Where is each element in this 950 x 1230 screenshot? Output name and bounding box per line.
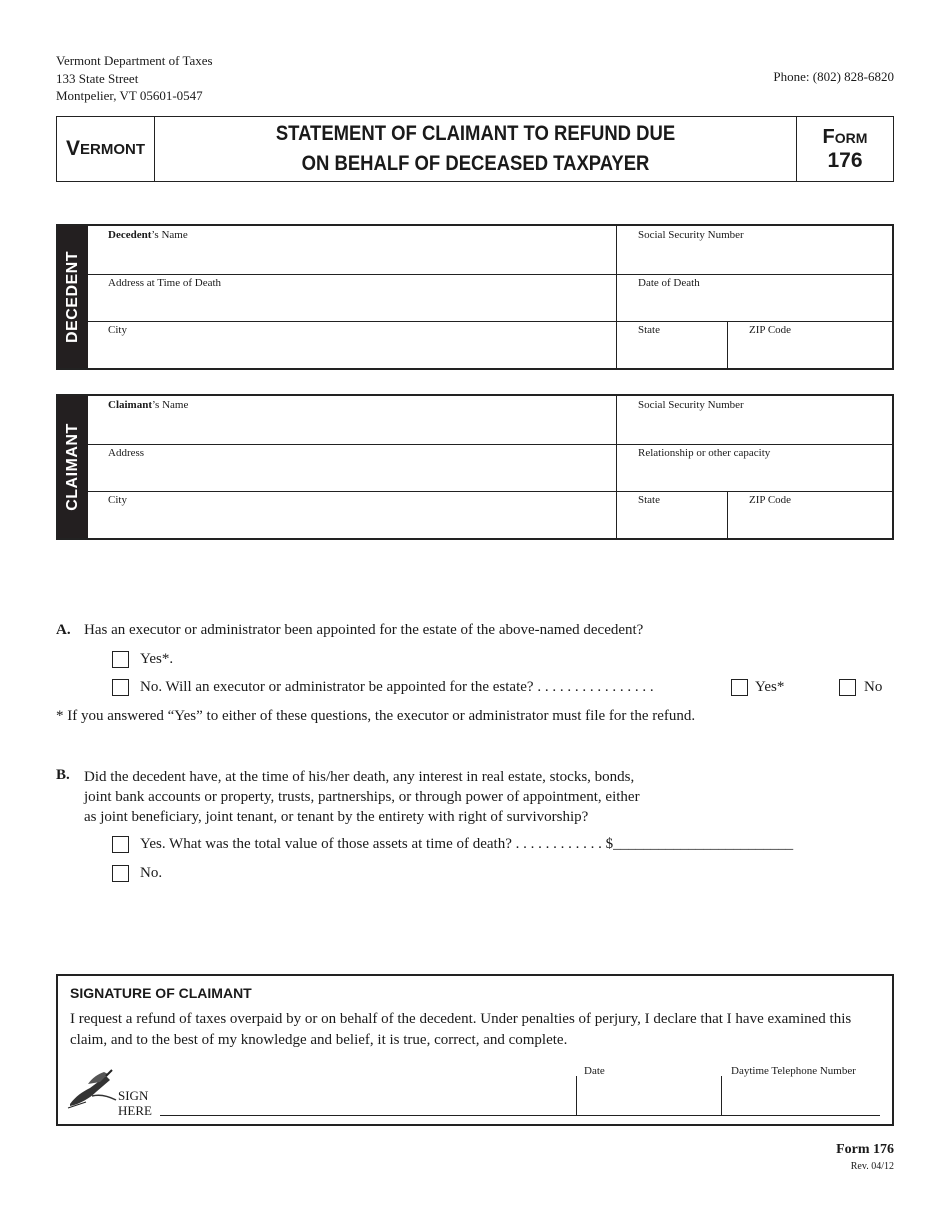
- claimant-state-field[interactable]: State: [638, 494, 660, 506]
- question-b: [56, 767, 70, 784]
- signature-field[interactable]: [160, 1076, 576, 1116]
- claimant-section: [56, 394, 894, 540]
- question-a-footnote: * If you answered “Yes” to either of these questions, the executor or administrator must file for the refund.: [56, 708, 696, 724]
- question-b-letter: B.: [56, 767, 70, 783]
- question-b-text: [84, 767, 640, 827]
- decedent-zip-field[interactable]: ZIP Code: [749, 324, 792, 336]
- question-a-sub-no-label: No: [864, 679, 883, 695]
- decedent-date-of-death-field[interactable]: Date of Death: [638, 277, 700, 289]
- claimant-side-text: CLAIMANT: [64, 423, 81, 511]
- decedent-state-field[interactable]: State: [638, 324, 660, 336]
- agency-street: 133 State Street: [56, 70, 139, 86]
- form-title-box: [56, 116, 894, 182]
- footer-revision: Rev. 04/12: [850, 1161, 894, 1172]
- agency-city: Montpelier, VT 05601-0547: [56, 88, 203, 103]
- question-a-no-checkbox[interactable]: [112, 679, 129, 696]
- signature-heading: SIGNATURE OF CLAIMANT: [70, 985, 252, 1001]
- agency-address: [56, 52, 213, 105]
- question-b-line1: Did the decedent have, at the time of his/her death, any interest in real estate, stocks, bonds,: [84, 769, 635, 785]
- claimant-ssn-field[interactable]: Social Security Number: [638, 399, 744, 411]
- question-b-no-label: No.: [140, 865, 163, 881]
- question-a-yes-label: Yes*.: [140, 651, 174, 667]
- agency-phone: Phone: (802) 828-6820: [773, 69, 894, 84]
- question-a-sub-yes-checkbox[interactable]: [731, 679, 748, 696]
- form-title: [193, 117, 757, 181]
- question-a-letter: A.: [56, 622, 71, 638]
- decedent-side-label: [58, 226, 88, 368]
- decedent-name-bold: Decedent: [108, 229, 152, 241]
- claimant-relationship-field[interactable]: Relationship or other capacity: [638, 447, 771, 459]
- sign-label: SIGN: [118, 1088, 149, 1103]
- state-initial: V: [65, 137, 80, 160]
- question-b-yes-label[interactable]: Yes. What was the total value of those assets at time of death? . . . . . . . . . . . . $________________________: [140, 836, 794, 852]
- sign-here-label: [118, 1088, 152, 1118]
- question-b-line2: joint bank accounts or property, trusts, partnerships, or through power of appointment, either: [84, 789, 640, 805]
- question-a-text: Has an executor or administrator been appointed for the estate of the above-named decedent?: [84, 622, 644, 638]
- signature-section: [56, 974, 894, 1126]
- claimant-name-field[interactable]: [88, 396, 616, 444]
- claimant-city-field[interactable]: City: [108, 494, 127, 506]
- date-label: Date: [584, 1065, 605, 1077]
- decedent-name-field[interactable]: [88, 226, 616, 274]
- question-b-yes-checkbox[interactable]: [112, 836, 129, 853]
- decedent-city-field[interactable]: City: [108, 324, 127, 336]
- form-number-box: [796, 117, 893, 181]
- question-a-sub-no-checkbox[interactable]: [839, 679, 856, 696]
- question-b-no-checkbox[interactable]: [112, 865, 129, 882]
- question-a: [56, 622, 71, 639]
- phone-label: Daytime Telephone Number: [731, 1065, 856, 1077]
- form-number: 176: [827, 148, 863, 172]
- claimant-side-label: [58, 396, 88, 538]
- claimant-name-rest: ’s Name: [152, 399, 189, 411]
- claimant-zip-field[interactable]: ZIP Code: [749, 494, 792, 506]
- form-label-rest: ORM: [834, 129, 868, 146]
- form-title-line1: STATEMENT OF CLAIMANT TO REFUND DUE: [275, 122, 676, 145]
- form-title-line2: ON BEHALF OF DECEASED TAXPAYER: [301, 152, 650, 175]
- claimant-address-field[interactable]: Address: [108, 447, 145, 459]
- question-a-sub-yes-label: Yes*: [755, 679, 785, 695]
- signature-declaration: I request a refund of taxes overpaid by or on behalf of the decedent. Under penalties of perjury, I declare that I have examined this claim, and to the best of my knowledge and belief, it is true, correct, and complete.: [70, 1011, 852, 1048]
- decedent-ssn-field[interactable]: Social Security Number: [638, 229, 744, 241]
- pen-hand-icon: [66, 1066, 122, 1110]
- question-a-yes-checkbox[interactable]: [112, 651, 129, 668]
- decedent-side-text: DECEDENT: [64, 250, 81, 344]
- decedent-address-field[interactable]: Address at Time of Death: [108, 277, 222, 289]
- agency-name: Vermont Department of Taxes: [56, 53, 213, 68]
- footer-form-number: Form 176: [836, 1142, 894, 1157]
- state-label: [57, 117, 155, 181]
- form-label-initial: F: [822, 125, 835, 148]
- form-label: [823, 126, 868, 149]
- decedent-section: [56, 224, 894, 370]
- question-b-line3: as joint beneficiary, joint tenant, or tenant by the entirety with right of survivorship?: [84, 809, 589, 825]
- phone-field[interactable]: [722, 1076, 880, 1116]
- question-a-no-label: No. Will an executor or administrator be appointed for the estate? . . . . . . . . . . . . . . . .: [140, 679, 654, 695]
- here-label: HERE: [118, 1103, 152, 1118]
- claimant-name-bold: Claimant: [108, 399, 152, 411]
- date-field[interactable]: [577, 1076, 721, 1116]
- decedent-name-rest: ’s Name: [151, 229, 188, 241]
- state-rest: ERMONT: [80, 140, 145, 158]
